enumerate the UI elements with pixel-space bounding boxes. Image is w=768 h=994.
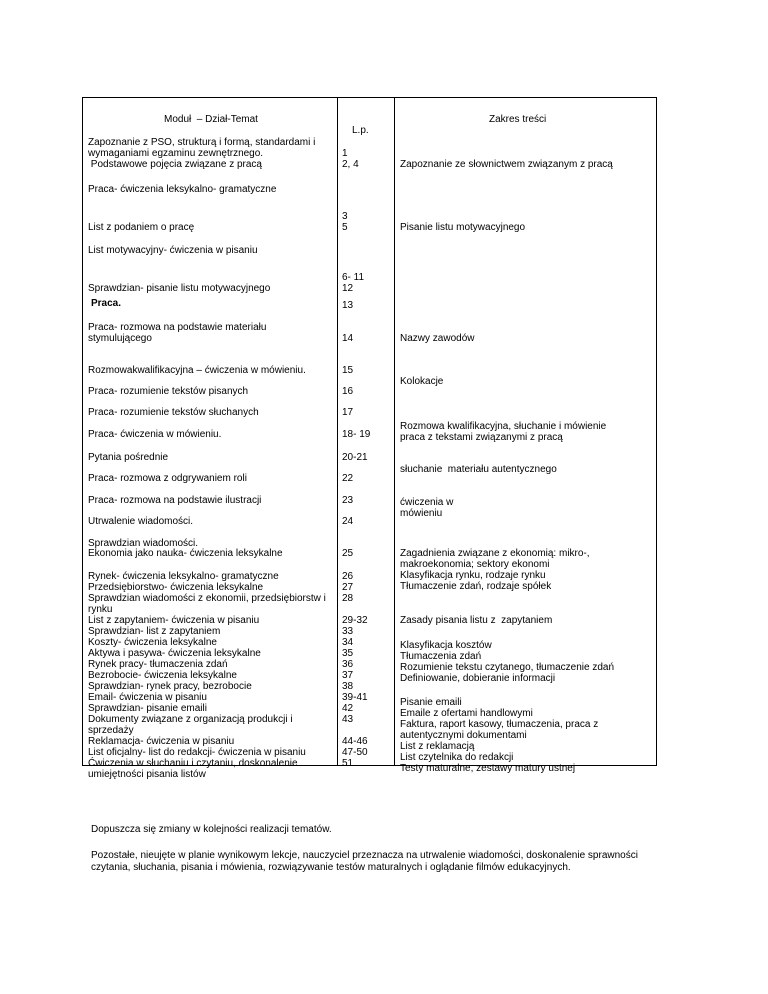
- scope-line: Klasyfikacja rynku, rodzaje rynku: [400, 570, 546, 581]
- lesson-number: 42: [342, 703, 354, 714]
- lesson-number: 16: [342, 386, 354, 397]
- scope-line: Zagadnienia związane z ekonomią: mikro-,: [400, 548, 590, 559]
- topic-line: Praca- rozumienie tekstów pisanych: [88, 386, 249, 397]
- topic-line: Sprawdzian- list z zapytaniem: [88, 626, 221, 637]
- topic-line: sprzedaży: [88, 725, 134, 736]
- topic-line: Rynek pracy- tłumaczenia zdań: [88, 659, 228, 670]
- topic-line: List z zapytaniem- ćwiczenia w pisaniu: [88, 615, 260, 626]
- note-remaining-lessons-cont: czytania, słuchania, pisania i mówienia, rozwiązywanie testów maturalnych i oglądanie filmów edukacyjnych.: [91, 862, 571, 873]
- lesson-number: 1: [342, 148, 348, 159]
- topic-line: Utrwalenie wiadomości.: [88, 516, 194, 527]
- topic-line: Sprawdzian wiadomości.: [88, 538, 199, 549]
- topic-line: Sprawdzian- pisanie emaili: [88, 703, 207, 714]
- scope-line: autentycznymi dokumentami: [400, 730, 527, 741]
- lesson-number: 14: [342, 333, 354, 344]
- lesson-number: 47-50: [342, 747, 368, 758]
- topic-line: Aktywa i pasywa- ćwiczenia leksykalne: [88, 648, 261, 659]
- lesson-number: 27: [342, 582, 354, 593]
- scope-line: Zapoznanie ze słownictwem związanym z pracą: [400, 159, 613, 170]
- topic-line: Praca- rozmowa z odgrywaniem roli: [88, 473, 247, 484]
- topic-line: Praca- rozmowa na podstawie materiału: [88, 322, 267, 333]
- topic-line: Przedsiębiorstwo- ćwiczenia leksykalne: [88, 582, 264, 593]
- topic-line: Email- ćwiczenia w pisaniu: [88, 692, 207, 703]
- topic-line: Praca- rozmowa na podstawie ilustracji: [88, 495, 262, 506]
- lesson-number: 39-41: [342, 692, 368, 703]
- topic-line: Zapoznanie z PSO, strukturą i formą, standardami i: [88, 137, 316, 148]
- topic-line: Dokumenty związane z organizacją produkcji i: [88, 714, 293, 725]
- topic-line: Bezrobocie- ćwiczenia leksykalne: [88, 670, 237, 681]
- lesson-number: 37: [342, 670, 354, 681]
- lesson-number: 23: [342, 495, 354, 506]
- lesson-number: 43: [342, 714, 354, 725]
- scope-line: List czytelnika do redakcji: [400, 752, 514, 763]
- scope-line: Pisanie emaili: [400, 697, 462, 708]
- column-divider: [394, 97, 395, 766]
- topic-line: Praca- rozumienie tekstów słuchanych: [88, 407, 259, 418]
- scope-line: Pisanie listu motywacyjnego: [400, 222, 526, 233]
- scope-line: praca z tekstami związanymi z pracą: [400, 432, 563, 443]
- lesson-number: 17: [342, 407, 354, 418]
- topic-line: Rozmowakwalifikacyjna – ćwiczenia w mówieniu.: [88, 365, 306, 376]
- topic-line: Ćwiczenia w słuchaniu i czytaniu, doskonalenie: [88, 758, 298, 769]
- topic-line: List z podaniem o pracę: [88, 222, 195, 233]
- lesson-number: 26: [342, 571, 354, 582]
- topic-line: List motywacyjny- ćwiczenia w pisaniu: [88, 245, 258, 256]
- topic-line: wymaganiami egzaminu zewnętrznego.: [88, 148, 264, 159]
- scope-line: Faktura, raport kasowy, tłumaczenia, praca z: [400, 719, 599, 730]
- lesson-number: 15: [342, 365, 354, 376]
- topic-line: Sprawdzian- rynek pracy, bezrobocie: [88, 681, 252, 692]
- lesson-number: 28: [342, 593, 354, 604]
- topic-line: List oficjalny- list do redakcji- ćwiczenia w pisaniu: [88, 747, 306, 758]
- lesson-number: 24: [342, 516, 354, 527]
- scope-line: makroekonomia; sektory ekonomi: [400, 559, 550, 570]
- topic-line: Koszty- ćwiczenia leksykalne: [88, 637, 217, 648]
- scope-line: Definiowanie, dobieranie informacji: [400, 673, 556, 684]
- scope-line: Klasyfikacja kosztów: [400, 640, 492, 651]
- topic-line: Sprawdzian wiadomości z ekonomii, przedsiębiorstw i: [88, 593, 326, 604]
- scope-line: Rozumienie tekstu czytanego, tłumaczenie zdań: [400, 662, 615, 673]
- topic-line: stymulującego: [88, 333, 152, 344]
- section-heading: Praca.: [91, 298, 122, 309]
- lesson-number: 34: [342, 637, 354, 648]
- topic-line: Praca- ćwiczenia leksykalno- gramatyczne: [88, 184, 277, 195]
- note-remaining-lessons: Pozostałe, nieujęte w planie wynikowym lekcje, nauczyciel przeznacza na utrwalenie wiadomości, doskonalenie sprawności: [91, 850, 638, 861]
- header-scope: Zakres treści: [489, 114, 547, 125]
- scope-line: Rozmowa kwalifikacyjna, słuchanie i mówienie: [400, 421, 607, 432]
- lesson-number: 20-21: [342, 452, 368, 463]
- scope-line: Tłumaczenia zdań: [400, 651, 482, 662]
- lesson-number: 13: [342, 300, 354, 311]
- header-lp: L.p.: [352, 125, 369, 136]
- scope-line: Tłumaczenie zdań, rodzaje spółek: [400, 581, 552, 592]
- topic-line: Ekonomia jako nauka- ćwiczenia leksykalne: [88, 548, 283, 559]
- lesson-number: 51: [342, 758, 354, 769]
- lesson-number: 36: [342, 659, 354, 670]
- scope-line: Nazwy zawodów: [400, 333, 475, 344]
- scope-line: Zasady pisania listu z zapytaniem: [400, 615, 553, 626]
- header-topic: Moduł – Dział-Temat: [164, 114, 258, 125]
- topic-line: Podstawowe pojęcia związane z pracą: [88, 159, 262, 170]
- topic-line: umiejętności pisania listów: [88, 769, 206, 780]
- lesson-number: 25: [342, 548, 354, 559]
- lesson-number: 29-32: [342, 615, 368, 626]
- lesson-number: 33: [342, 626, 354, 637]
- scope-line: ćwiczenia w: [400, 497, 454, 508]
- lesson-number: 38: [342, 681, 354, 692]
- topic-line: Reklamacja- ćwiczenia w pisaniu: [88, 736, 235, 747]
- scope-line: Kolokacje: [400, 376, 444, 387]
- lesson-number: 18- 19: [342, 429, 371, 440]
- scope-line: Testy maturalne, zestawy matury ustnej: [400, 763, 576, 774]
- topic-line: Sprawdzian- pisanie listu motywacyjnego: [88, 283, 271, 294]
- note-order-change: Dopuszcza się zmiany w kolejności realizacji tematów.: [91, 824, 332, 835]
- lesson-number: 3: [342, 211, 348, 222]
- topic-line: Rynek- ćwiczenia leksykalno- gramatyczne: [88, 571, 279, 582]
- scope-line: Emaile z ofertami handlowymi: [400, 708, 533, 719]
- lesson-number: 12: [342, 283, 354, 294]
- lesson-number: 5: [342, 222, 348, 233]
- lesson-number: 35: [342, 648, 354, 659]
- scope-line: słuchanie materiału autentycznego: [400, 464, 557, 475]
- lesson-number: 44-46: [342, 736, 368, 747]
- scope-line: List z reklamacją: [400, 741, 475, 752]
- scope-line: mówieniu: [400, 508, 443, 519]
- lesson-number: 22: [342, 473, 354, 484]
- topic-line: Pytania pośrednie: [88, 452, 169, 463]
- lesson-number: 2, 4: [342, 159, 359, 170]
- topic-line: Praca- ćwiczenia w mówieniu.: [88, 429, 222, 440]
- column-divider: [337, 97, 338, 766]
- lesson-number: 6- 11: [342, 272, 365, 283]
- topic-line: rynku: [88, 604, 113, 615]
